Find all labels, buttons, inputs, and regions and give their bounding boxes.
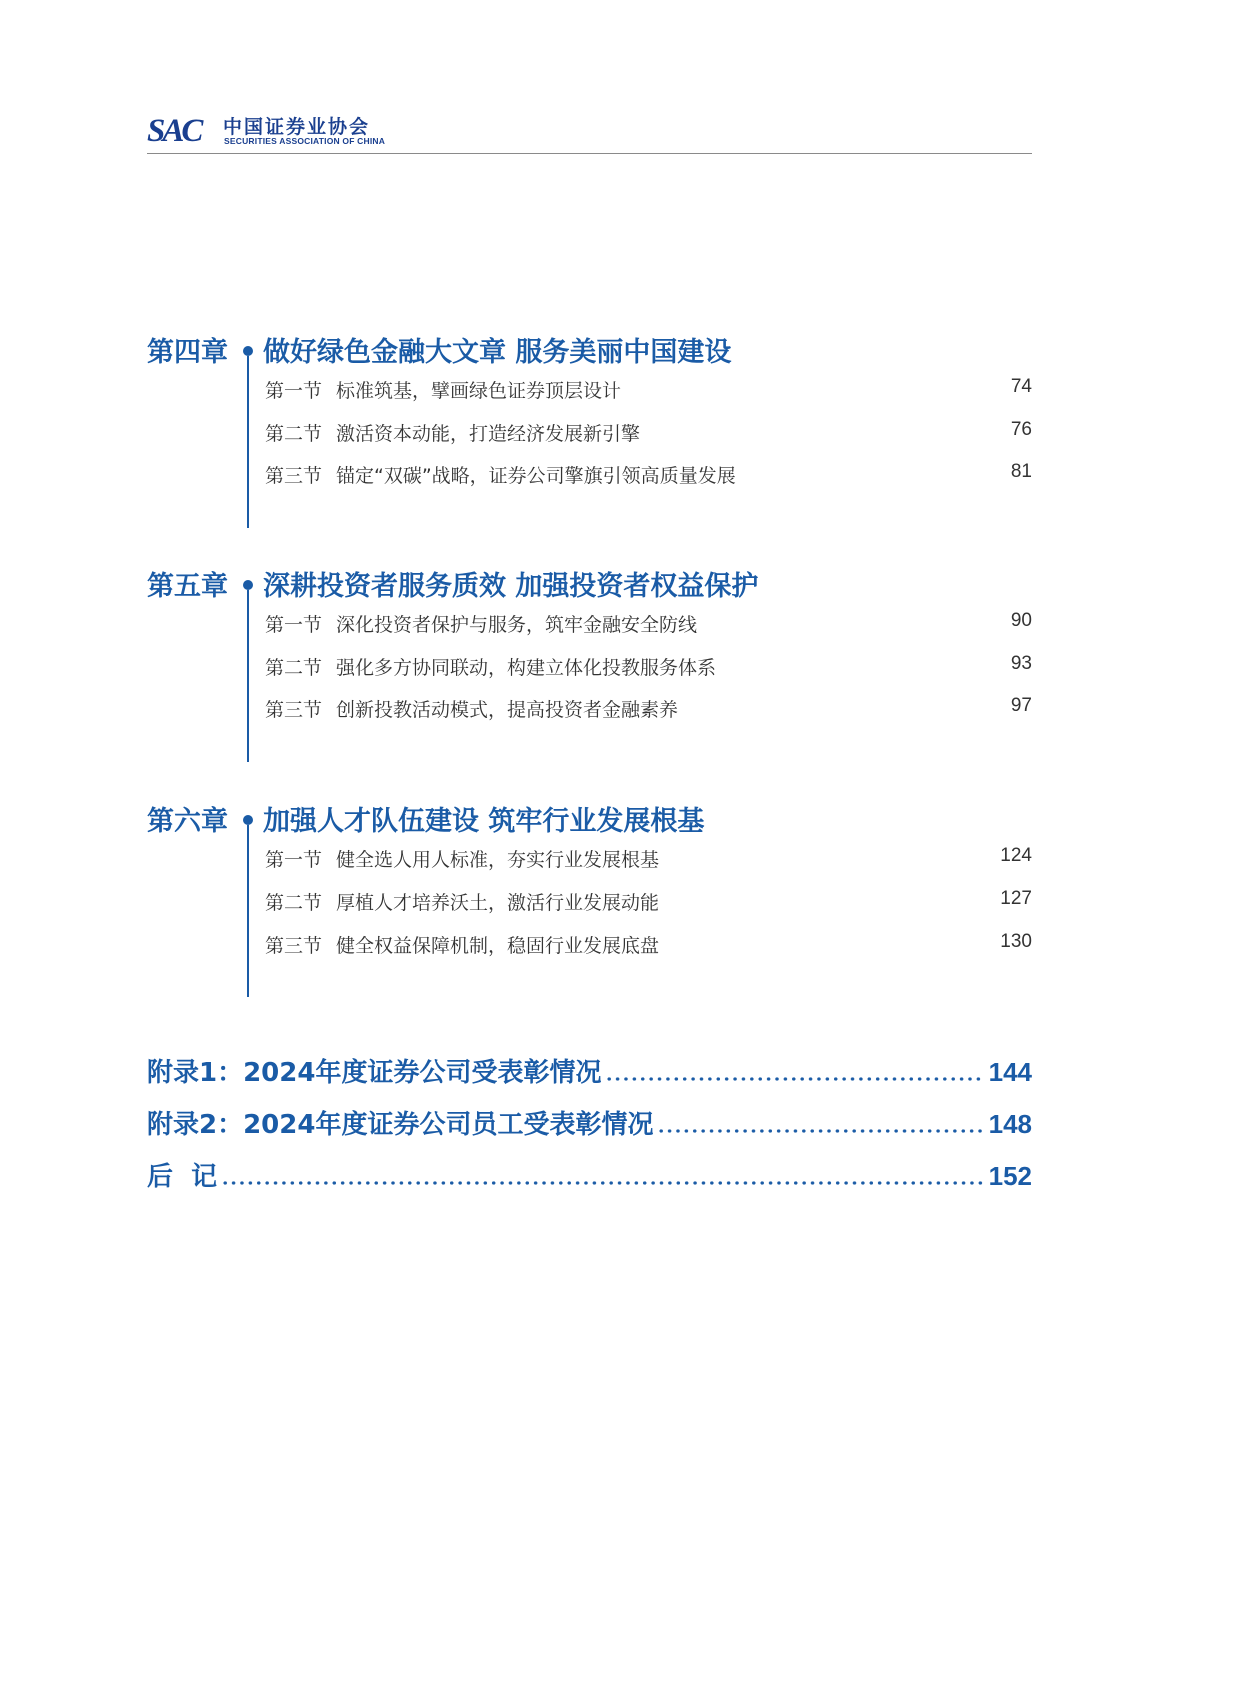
section-page-number: 81 <box>1010 461 1032 482</box>
section-label: 第一节 <box>265 614 323 636</box>
section-title: 创新投教活动模式，提高投资者金融素养 <box>336 699 679 721</box>
page-header <box>147 108 1032 154</box>
org-name-en: SECURITIES ASSOCIATION OF CHINA <box>224 136 386 146</box>
appendix-page-number: 148 <box>988 1109 1032 1139</box>
section-page-number: 127 <box>1000 888 1032 909</box>
section-label: 第二节 <box>265 892 323 914</box>
timeline-dot-icon <box>243 580 253 590</box>
chapter-number: 第五章 <box>147 571 228 602</box>
section-page-number: 124 <box>1000 845 1032 866</box>
header-divider <box>147 153 1032 154</box>
section-page-number: 90 <box>1010 610 1032 631</box>
chapter-title: 深耕投资者服务质效 加强投资者权益保护 <box>263 571 759 602</box>
chapter-number: 第四章 <box>147 337 228 368</box>
logo-text: SAC <box>147 113 201 146</box>
chapter-timeline-line <box>247 590 249 762</box>
section-label: 第一节 <box>265 849 323 871</box>
toc-section-item[interactable] <box>265 931 1032 961</box>
chapter-6 <box>147 795 1032 957</box>
toc-section-item[interactable] <box>265 695 1032 725</box>
toc-section-item[interactable] <box>265 888 1032 918</box>
sac-logo-icon <box>147 112 217 146</box>
chapter-title: 加强人才队伍建设 筑牢行业发展根基 <box>263 806 705 837</box>
section-title: 锚定“双碳”战略，证券公司擎旗引领高质量发展 <box>336 465 736 487</box>
dot-leader <box>605 1077 984 1081</box>
toc-section-item[interactable] <box>265 610 1032 640</box>
section-page-number: 130 <box>1000 931 1032 952</box>
section-label: 第三节 <box>265 465 323 487</box>
chapter-timeline-line <box>247 356 249 528</box>
toc-section-item[interactable] <box>265 376 1032 406</box>
chapter-5 <box>147 560 1032 721</box>
appendix-page-number: 144 <box>988 1057 1032 1087</box>
section-label: 第一节 <box>265 380 323 402</box>
chapter-heading[interactable] <box>147 326 1032 372</box>
chapter-title: 做好绿色金融大文章 服务美丽中国建设 <box>263 337 732 368</box>
chapter-number: 第六章 <box>147 806 228 837</box>
chapter-heading[interactable] <box>147 795 1032 841</box>
section-page-number: 74 <box>1010 376 1032 397</box>
org-name-cn: 中国证券业协会 <box>223 116 371 138</box>
chapter-heading[interactable] <box>147 560 1032 606</box>
appendix-title: 附录1：2024年度证券公司受表彰情况 <box>147 1058 602 1088</box>
dot-leader <box>657 1129 984 1133</box>
section-page-number: 93 <box>1010 653 1032 674</box>
chapter-timeline-line <box>247 825 249 997</box>
section-title: 健全权益保障机制，稳固行业发展底盘 <box>336 935 660 957</box>
section-title: 深化投资者保护与服务，筑牢金融安全防线 <box>336 614 698 636</box>
section-title: 健全选人用人标准，夯实行业发展根基 <box>336 849 660 871</box>
section-title: 厚植人才培养沃土，激活行业发展动能 <box>336 892 660 914</box>
section-label: 第三节 <box>265 935 323 957</box>
toc-section-item[interactable] <box>265 845 1032 875</box>
toc-section-item[interactable] <box>265 653 1032 683</box>
afterword-page-number: 152 <box>988 1161 1032 1191</box>
section-title: 强化多方协同联动，构建立体化投教服务体系 <box>336 657 717 679</box>
section-label: 第二节 <box>265 423 323 445</box>
timeline-dot-icon <box>243 815 253 825</box>
section-label: 第二节 <box>265 657 323 679</box>
section-page-number: 76 <box>1010 419 1032 440</box>
timeline-dot-icon <box>243 346 253 356</box>
chapter-4 <box>147 326 1032 487</box>
toc-section-item[interactable] <box>265 461 1032 491</box>
toc-afterword[interactable] <box>147 1156 1032 1196</box>
toc-section-item[interactable] <box>265 419 1032 449</box>
toc-appendix-2[interactable] <box>147 1104 1032 1144</box>
section-title: 标准筑基，擘画绿色证券顶层设计 <box>336 380 622 402</box>
toc-appendix-1[interactable] <box>147 1052 1032 1092</box>
section-label: 第三节 <box>265 699 323 721</box>
section-page-number: 97 <box>1010 695 1032 716</box>
appendix-title: 附录2：2024年度证券公司员工受表彰情况 <box>147 1110 654 1140</box>
dot-leader <box>221 1181 985 1185</box>
section-title: 激活资本动能，打造经济发展新引擎 <box>336 423 641 445</box>
afterword-title: 后 记 <box>147 1162 218 1192</box>
